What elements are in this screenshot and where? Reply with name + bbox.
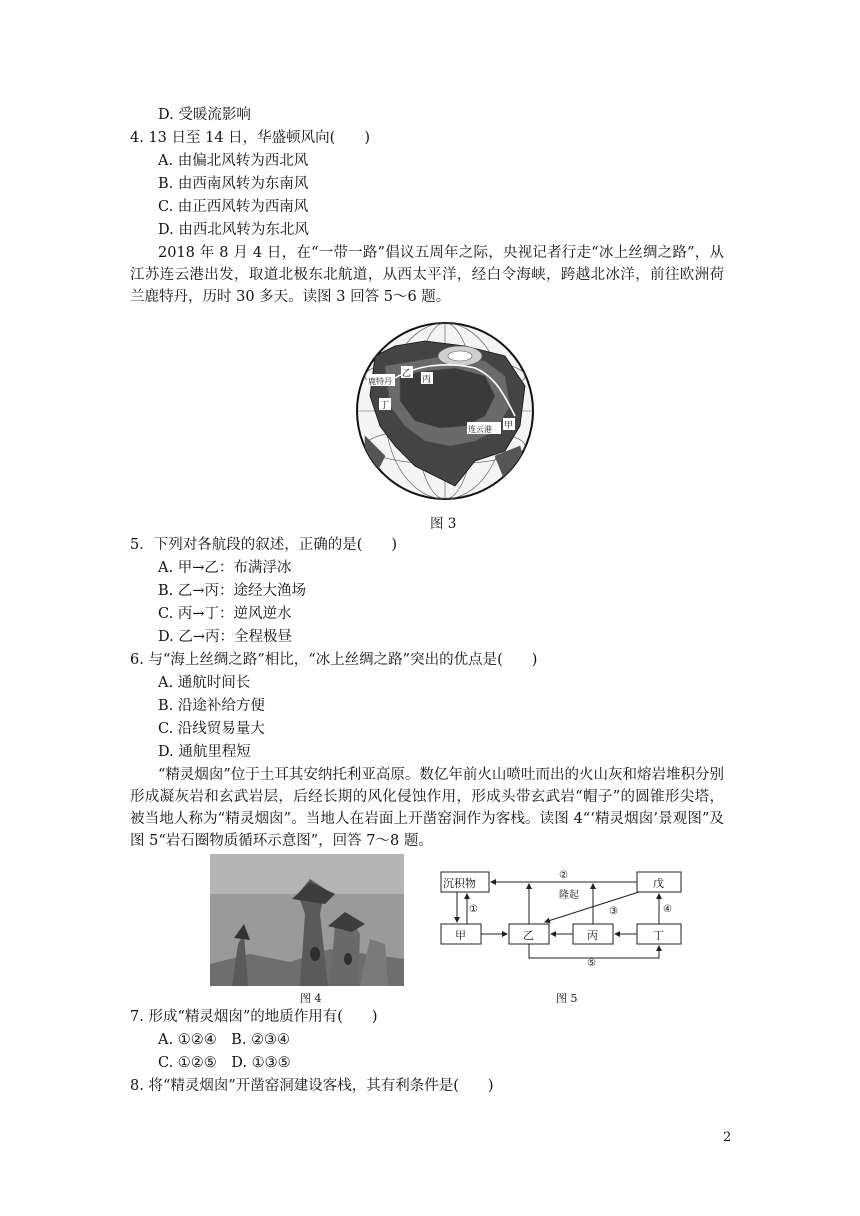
label-5: ⑤ [587,958,596,967]
question-5: 5．下列对各航段的叙述，正确的是( ) [130,537,398,553]
globe-map-figure [355,316,535,506]
q5-option-d: D. 乙→丙：全程极昼 [158,629,292,645]
label-4: ④ [663,904,672,915]
label-1: ① [469,904,478,915]
label-2: ② [559,870,568,881]
label-ding-globe: 丁 [380,401,390,411]
q5-option-b: B. 乙→丙：途经大渔场 [158,583,307,599]
label-jia-globe: 甲 [504,421,514,431]
label-lianyungang: 连云港 [468,425,492,434]
q4-option-c: C. 由正西风转为西南风 [158,199,309,215]
q6-option-b: B. 沿途补给方便 [158,698,265,714]
label-uplift: 隆起 [559,890,579,901]
q4-option-b: B. 由西南风转为东南风 [158,176,309,192]
question-8: 8. 将“精灵烟囱”开凿窑洞建设客栈，其有利条件是( ) [130,1078,494,1094]
q6-option-d: D. 通航里程短 [158,744,251,760]
option-d-warm-current: D. 受暖流影响 [158,107,251,123]
figure-3-caption: 图 3 [430,516,457,532]
box-wu: 戊 [653,877,664,890]
figure-5-caption: 图 5 [556,992,578,1005]
box-sediment: 沉积物 [443,877,476,890]
box-jia: 甲 [455,929,466,942]
box-bing: 丙 [587,929,598,942]
box-yi: 乙 [523,929,534,942]
label-3: ③ [609,906,618,917]
q6-option-c: C. 沿线贸易量大 [158,721,265,737]
box-ding: 丁 [653,929,664,942]
label-rotterdam: 鹿特丹 [368,377,392,386]
label-yi-globe: 乙 [402,369,412,379]
q7-options-ab: A. ①②④ B. ②③④ [158,1032,291,1048]
q6-option-a: A. 通航时间长 [158,675,251,691]
q4-option-d: D. 由西北风转为东北风 [158,222,309,238]
label-bing-globe: 丙 [422,375,432,385]
question-6: 6. 与“海上丝绸之路”相比，“冰上丝绸之路”突出的优点是( ) [130,652,538,668]
fairy-chimney-photo [210,854,404,986]
rock-cycle-diagram [435,862,690,967]
q5-option-c: C. 丙→丁：逆风逆水 [158,606,292,622]
question-7: 7. 形成“精灵烟囱”的地质作用有( ) [130,1009,378,1025]
page-number: 2 [723,1130,732,1145]
passage-ice-silk-road: 2018 年 8 月 4 日，在“一带一路”倡议五周年之际，央视记者行走“冰上丝绸之路”，从江苏连云港出发，取道北极东北航道，从西太平洋，经白令海峡，跨越北冰洋，前往欧洲荷兰鹿特丹，历时 30 多天。读图 3 回答 5～6 题。 [130,245,724,305]
q5-option-a: A. 甲→乙：布满浮冰 [158,560,292,576]
q7-options-cd: C. ①②⑤ D. ①③⑤ [158,1055,291,1071]
figure-4-caption: 图 4 [300,992,322,1005]
q4-option-a: A. 由偏北风转为西北风 [158,153,309,169]
question-4: 4. 13 日至 14 日，华盛顿风向( ) [130,130,370,146]
passage-fairy-chimneys: “精灵烟囱”位于土耳其安纳托利亚高原。数亿年前火山喷吐而出的火山灰和熔岩堆积分别形成凝灰岩和玄武岩层，后经长期的风化侵蚀作用，形成头带玄武岩“帽子”的圆锥形尖塔，被当地人称为“精灵烟囱”。当地人在岩面上开凿窑洞作为客栈。读图 4“‘精灵烟囱’景观图”及图 5“岩石圈物质循环示意图”，回答 7～8 题。 [130,767,724,849]
